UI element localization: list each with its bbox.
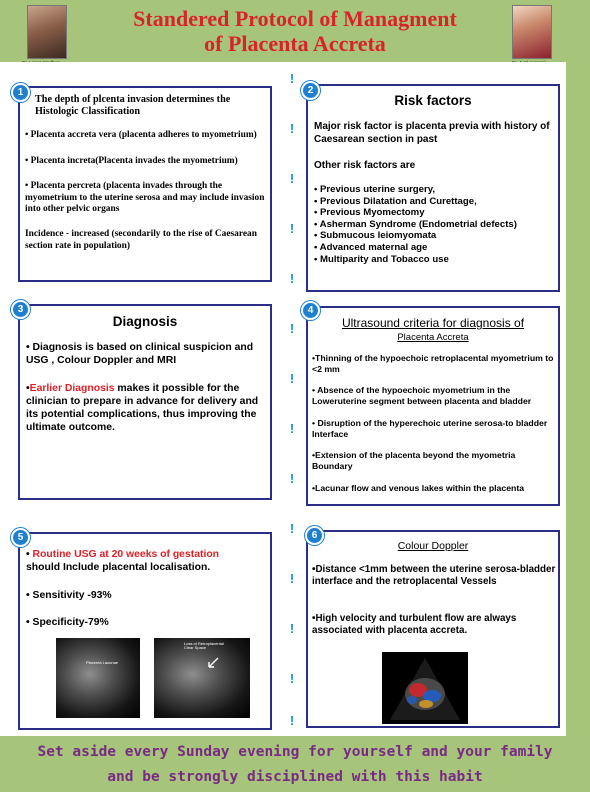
divider-mark: ! [289,471,295,486]
criteria-text: Extension of the placenta beyond the myometria Boundary [312,450,516,471]
criteria-item: •Extension of the placenta beyond the myometria Boundary [312,450,516,471]
title-line-1: Standered Protocol of Managment [133,6,457,31]
box5-sensitivity: • Sensitivity -93% [26,590,112,601]
risk-factor-text: Advanced maternal age [319,241,428,253]
list-item: • Multiparity and Tobacco use [314,253,449,265]
box3-item-clinical: • Diagnosis is based on clinical suspicion and USG , Colour Doppler and MRI [26,342,254,366]
box6-heading: Colour Doppler [397,540,469,552]
risk-factor-text: Asherman Syndrome (Endometrial defects) [319,218,517,230]
box5-sensitivity-text: Sensitivity -93% [32,590,112,601]
box4-subheading: Placenta Accreta [397,332,469,343]
box5-routine-rest: should Include placental localisation. [26,562,211,573]
divider-mark: ! [289,521,295,536]
divider-mark: ! [289,321,295,336]
criteria-item: •Lacunar flow and venous lakes within the placenta [312,483,525,493]
criteria-text: Lacunar flow and venous lakes within the placenta [315,483,525,493]
box1-item-increta: • Placenta increta(Placenta invades the myometrium) [25,156,238,166]
risk-factor-text: Previous Myomectomy [320,207,425,219]
box5-specificity: • Specificity-79% [26,617,109,628]
colour-doppler-image [382,652,468,724]
risk-factor-text: Submucous leiomyomata [320,230,437,242]
divider-mark: ! [289,571,295,586]
divider-mark: ! [289,121,295,136]
box1-incidence: Incidence - increased (secondarily to the rise of Caesarean section rate in population) [25,229,257,251]
list-item: • Advanced maternal age [314,241,428,253]
box4-heading: Ultrasound criteria for diagnosis of [341,316,525,330]
poster-footer [0,736,590,792]
box1-item-percreta-text: Placenta percreta (placenta invades through the myometrium to the uterine serosa and may include invasion into other pelvic organs [25,181,265,214]
author-photo-right [512,5,552,59]
footer-line-2: and be strongly disciplined with this habit [107,769,483,785]
risk-factor-text: Previous uterine surgery, [320,184,436,195]
box3-early-highlight: Earlier Diagnosis [29,383,115,394]
box1-item-increta-text: Placenta increta(Placenta invades the myometrium) [30,156,238,166]
divider-mark: ! [289,171,295,186]
divider-mark: ! [289,713,295,728]
divider-mark: ! [289,71,295,86]
diagnosis-box [18,304,272,500]
ultrasound-criteria-box [306,306,560,506]
routine-usg-box [18,532,272,730]
section-badge-6: 6 [305,526,324,545]
poster-sheet [0,62,566,736]
list-item: • Previous uterine surgery, [314,184,436,195]
ultrasound-image-clear-space [154,638,250,718]
histologic-classification-box [18,86,272,282]
footer-line-1: Set aside every Sunday evening for yourself and your family [37,744,553,760]
box1-item-vera-text: Placenta accreta vera (placenta adheres to myometrium) [30,130,257,140]
divider-mark: ! [289,221,295,236]
box3-item-early: •Earlier Diagnosis makes it possible for the clinician to prepare in advance for delivery and its potential complications, thus improving the ultimate outcome. [26,383,259,433]
box1-heading: The depth of plcenta invasion determines the Histologic Classification [35,94,231,117]
list-item: • Asherman Syndrome (Endometrial defects) [314,218,517,230]
criteria-item: • Disruption of the hyperechoic uterine serosa-to bladder Interface [312,418,548,439]
colour-doppler-box [306,530,560,728]
section-badge-2: 2 [301,81,320,100]
ultrasound-image-lacunae [56,638,140,718]
box5-routine-highlight: Routine USG at 20 weeks of gestation [32,549,220,560]
list-item: • Submucous leiomyomata [314,230,437,242]
ultrasound-label-clear-space: Loss of Retroplacental Clear Space [184,641,224,650]
criteria-text: Absence of the hypoechoic myometrium in the Loweruterine segment between placenta and bladder [312,385,532,406]
criteria-item: •Thinning of the hypoechoic retroplacental myometrium to <2 mm [312,353,554,374]
divider-mark: ! [289,271,295,286]
poster-header [0,0,590,66]
risk-factor-text: Multiparity and Tobacco use [320,253,449,265]
box6-item-distance: •Distance <1mm between the uterine serosa-bladder interface and the retroplacental Vessels [312,564,556,587]
risk-factor-list [314,184,556,265]
doppler-scan-graphic [382,652,468,724]
arrow-icon [206,656,220,670]
section-badge-3: 3 [11,300,30,319]
section-badge-5: 5 [11,528,30,547]
divider-mark: ! [289,371,295,386]
box3-heading: Diagnosis [112,314,178,329]
divider-mark: ! [289,671,295,686]
box1-item-percreta: • Placenta percreta (placenta invades through the myometrium to the uterine serosa and may include invasion into other pelvic organs [25,181,265,214]
box1-item-vera: • Placenta accreta vera (placenta adheres to myometrium) [25,130,257,140]
box5-routine: • Routine USG at 20 weeks of gestation should Include placental localisation. [26,549,220,573]
list-item: • Previous Dilatation and Curettage, [314,195,477,207]
box3-item-clinical-text: Diagnosis is based on clinical suspicion and USG , Colour Doppler and MRI [26,342,254,366]
criteria-item: • Absence of the hypoechoic myometrium in the Loweruterine segment between placenta and bladder [312,385,532,406]
risk-factor-text: Previous Dilatation and Curettage, [320,195,477,207]
section-badge-4: 4 [301,301,320,320]
divider-mark: ! [289,421,295,436]
ultrasound-label-lacunae: Placenta Lacunae [86,660,119,665]
criteria-text: Thinning of the hypoechoic retroplacental myometrium to <2 mm [312,353,554,374]
box6-item-distance-text: Distance <1mm between the uterine serosa-bladder interface and the retroplacental Vessels [312,564,556,587]
section-badge-1: 1 [11,83,30,102]
poster-title [60,6,530,56]
box2-other-heading: Other risk factors are [314,160,416,171]
box5-specificity-text: Specificity-79% [32,617,109,628]
divider-mark: ! [289,621,295,636]
criteria-text: Disruption of the hyperechoic uterine serosa-to bladder Interface [312,418,548,439]
box2-major-risk: Major risk factor is placenta previa with history of Caesarean section in past [314,121,550,145]
box6-item-velocity: •High velocity and turbulent flow are always associated with placenta accreta. [312,613,517,636]
box6-item-velocity-text: High velocity and turbulent flow are always associated with placenta accreta. [312,613,517,636]
risk-factors-box [306,84,560,292]
box2-heading: Risk factors [394,93,472,108]
title-line-2: of Placenta Accreta [204,31,386,56]
box3-early-rest: makes it possible for the clinician to prepare in advance for delivery and its potential complications, thus improving the ultimate outcome. [26,383,259,433]
list-item: • Previous Myomectomy [314,207,425,219]
